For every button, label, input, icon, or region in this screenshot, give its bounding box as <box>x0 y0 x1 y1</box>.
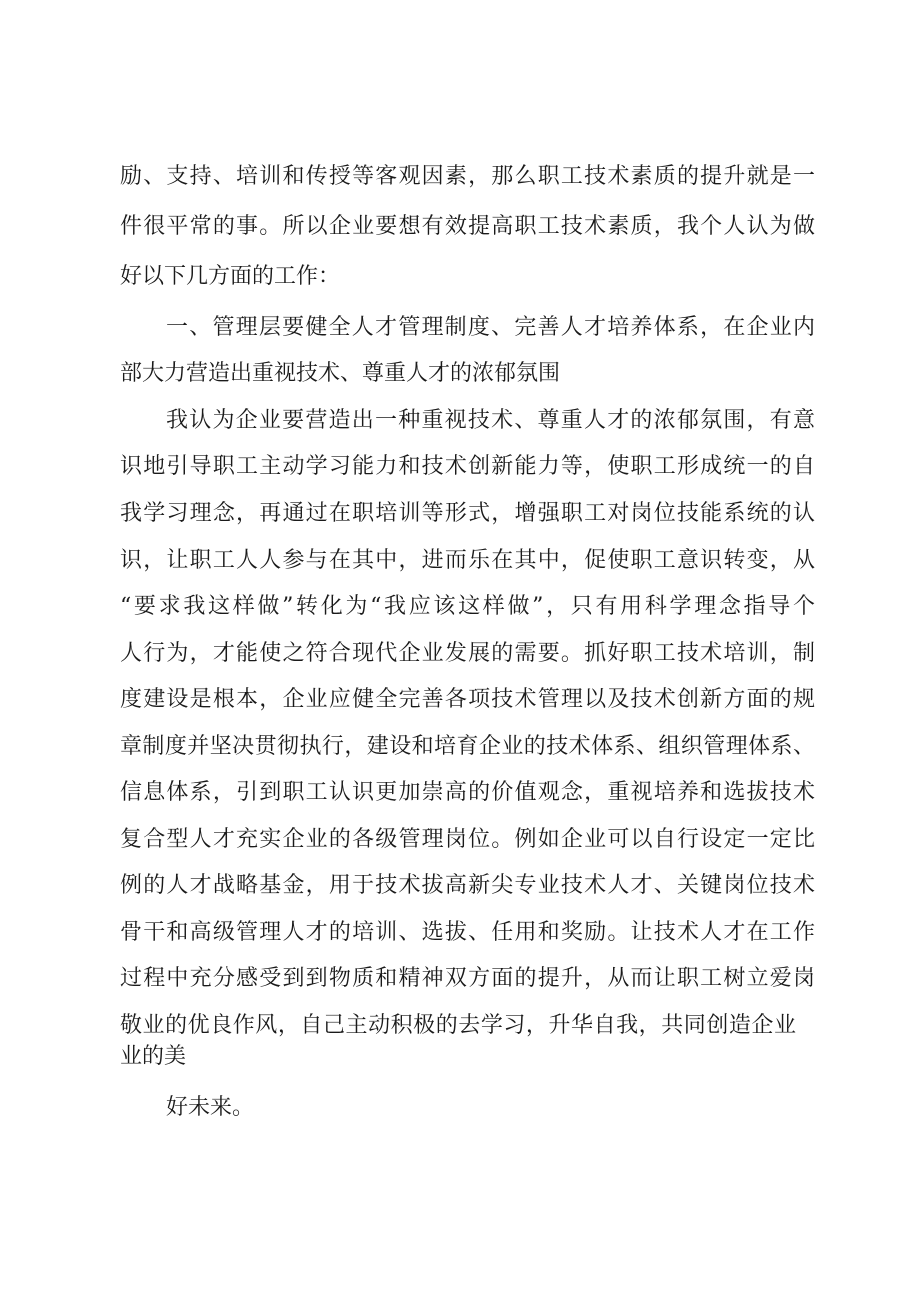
paragraph-line: 件很平常的事。所以企业要想有效提高职工技术素质，我个人认为做 <box>120 214 815 239</box>
section-heading-line: 部大力营造出重视技术、尊重人才的浓郁氛围 <box>120 361 561 386</box>
paragraph-line: 业的美 <box>120 1044 187 1069</box>
paragraph-line: “要求我这样做”转化为“我应该这样做”，只有用科学理念指导个 <box>120 594 815 619</box>
paragraph-line: 人行为，才能使之符合现代企业发展的需要。抓好职工技术培训，制 <box>120 641 815 666</box>
paragraph-line: 好未来。 <box>166 1095 255 1120</box>
paragraph-line: 励、支持、培训和传授等客观因素，那么职工技术素质的提升就是一 <box>120 164 815 189</box>
paragraph-line: 识地引导职工主动学习能力和技术创新能力等，使职工形成统一的自 <box>120 454 815 479</box>
paragraph-line: 复合型人才充实企业的各级管理岗位。例如企业可以自行设定一定比 <box>120 827 815 852</box>
section-heading-line: 一、管理层要健全人才管理制度、完善人才培养体系，在企业内 <box>166 315 815 340</box>
paragraph-line: 例的人才战略基金，用于技术拔高新尖专业技术人才、关键岗位技术 <box>120 873 815 898</box>
paragraph-line: 骨干和高级管理人才的培训、选拔、任用和奖励。让技术人才在工作 <box>120 920 815 945</box>
paragraph-line: 章制度并坚决贯彻执行，建设和培育企业的技术体系、组织管理体系、 <box>120 734 815 759</box>
paragraph-line: 信息体系，引到职工认识更加崇高的价值观念，重视培养和选拔技术 <box>120 780 815 805</box>
paragraph-line: 好以下几方面的工作： <box>120 264 341 289</box>
paragraph-line: 识，让职工人人参与在其中，进而乐在其中，促使职工意识转变，从 <box>120 548 815 573</box>
paragraph-line: 我学习理念，再通过在职培训等形式，增强职工对岗位技能系统的认 <box>120 501 815 526</box>
paragraph-line: 过程中充分感受到到物质和精神双方面的提升，从而让职工树立爱岗 <box>120 966 815 991</box>
paragraph-line: 敬业的优良作风，自己主动积极的去学习，升华自我，共同创造企业 <box>120 1013 796 1038</box>
paragraph-line: 我认为企业要营造出一种重视技术、尊重人才的浓郁氛围，有意 <box>166 408 815 433</box>
paragraph-line: 度建设是根本，企业应健全完善各项技术管理以及技术创新方面的规 <box>120 687 815 712</box>
